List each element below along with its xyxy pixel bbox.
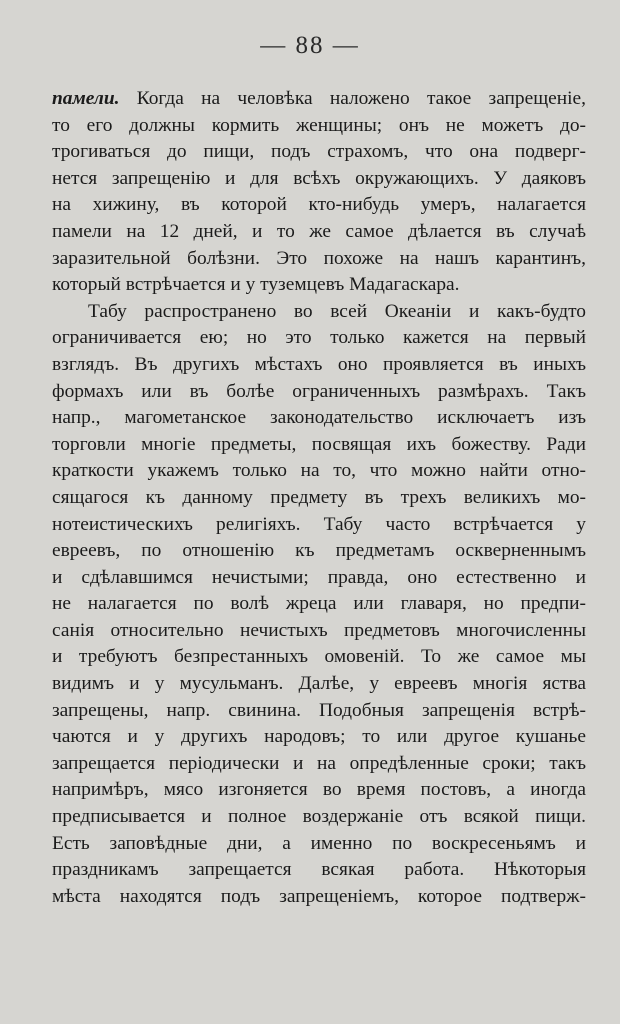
- text-line: заразительной болѣзни. Это похоже на нашъ карантинъ,: [52, 247, 586, 269]
- text-line: памели на 12 дней, и то же самое дѣлается въ случаѣ: [52, 220, 586, 242]
- text-line: торговли многіе предметы, посвящая ихъ божеству. Ради: [52, 433, 586, 455]
- text-line: нотеистическихъ религіяхъ. Табу часто встрѣчается у: [52, 513, 586, 535]
- text-line: который встрѣчается и у туземцевъ Мадагаскара.: [52, 274, 460, 296]
- text-line: трогиваться до пищи, подъ страхомъ, что она подверг-: [52, 141, 586, 163]
- text-line: мѣста находятся подъ запрещеніемъ, которое подтверж-: [52, 885, 586, 907]
- italic-term: памели.: [52, 88, 120, 109]
- text-line: напр., магометанское законодательство исключаетъ изъ: [52, 407, 586, 429]
- body-text: [52, 86, 586, 910]
- page-number: — 88 —: [260, 32, 360, 59]
- text-line: запрещены, напр. свинина. Подобныя запрещенія встрѣ-: [52, 699, 586, 721]
- text-line: евреевъ, по отношенію къ предметамъ оскверненнымъ: [52, 540, 586, 562]
- text-line: памели. Когда на человѣка наложено такое запрещеніе,: [52, 88, 586, 109]
- text-line: санія относительно нечистыхъ предметовъ многочисленны: [52, 619, 586, 641]
- text-line: чаются и у другихъ народовъ; то или другое кушанье: [52, 726, 586, 748]
- text-line: и требуютъ безпрестанныхъ омовеній. То же самое мы: [52, 646, 586, 668]
- text-line: Есть заповѣдные дни, а именно по воскресеньямъ и: [52, 832, 586, 854]
- text-line: видимъ и у мусульманъ. Далѣе, у евреевъ многія яства: [52, 673, 586, 695]
- text-line: запрещается періодически и на опредѣленные сроки; такъ: [52, 752, 586, 774]
- text-line: сящагося къ данному предмету въ трехъ великихъ мо-: [52, 486, 586, 508]
- text-line: ограничивается ею; но это только кажется на первый: [52, 327, 586, 349]
- text-line: на хижину, въ которой кто-нибудь умеръ, налагается: [52, 194, 586, 216]
- text-line: взглядъ. Въ другихъ мѣстахъ оно проявляется въ иныхъ: [52, 353, 586, 375]
- text-line: праздникамъ запрещается всякая работа. Нѣкоторыя: [52, 859, 586, 881]
- text-line: краткости укажемъ только на то, что можно найти отно-: [52, 460, 586, 482]
- text-line: и сдѣлавшимся нечистыми; правда, оно естественно и: [52, 566, 586, 588]
- text-line: не налагается по волѣ жреца или главаря, но предпи-: [52, 593, 586, 615]
- text-line: формахъ или въ болѣе ограниченныхъ размѣрахъ. Такъ: [52, 380, 586, 402]
- text-line: то его должны кормить женщины; онъ не можетъ до-: [52, 114, 586, 136]
- paragraph-start-line: Табу распространено во всей Океаніи и какъ-будто: [88, 300, 586, 322]
- text-line: предписывается и полное воздержаніе отъ всякой пищи.: [52, 806, 586, 828]
- text-line: нется запрещенію и для всѣхъ окружающихъ. У даяковъ: [52, 167, 586, 189]
- text-line: напримѣръ, мясо изгоняется во время постовъ, а иногда: [52, 779, 586, 801]
